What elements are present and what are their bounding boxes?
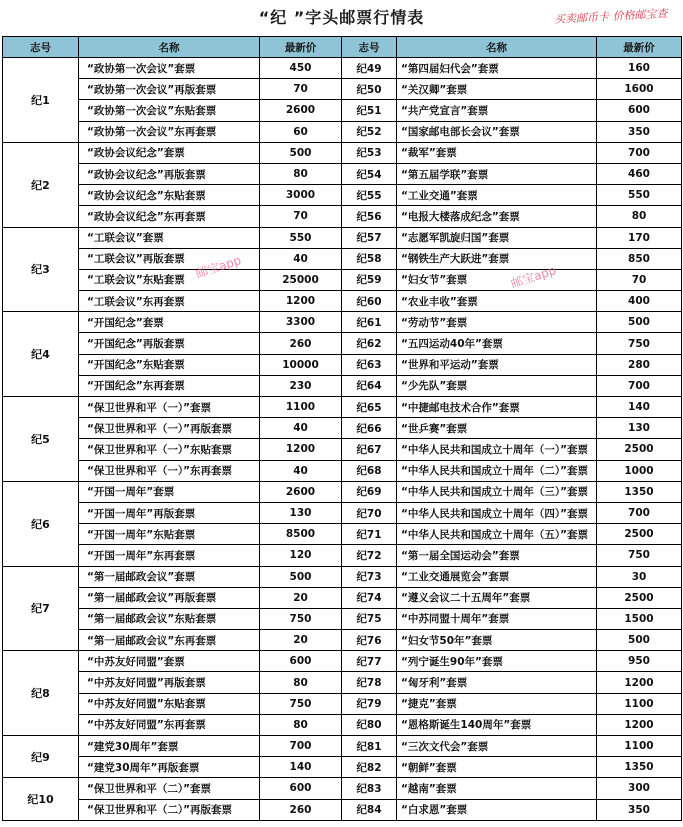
stamp-name: “国家邮电部长会议”套票 <box>397 121 597 142</box>
stamp-price: 600 <box>260 651 342 672</box>
stamp-price: 60 <box>260 121 342 142</box>
table-row <box>3 163 682 184</box>
stamp-price: 950 <box>597 651 682 672</box>
stamp-name: “开国纪念”再版套票 <box>79 333 260 354</box>
stamp-code: 纪75 <box>342 608 397 629</box>
table-row <box>3 206 682 227</box>
stamp-price: 260 <box>260 333 342 354</box>
stamp-price: 700 <box>597 375 682 396</box>
stamp-name: “农业丰收”套票 <box>397 291 597 312</box>
stamp-name: “政协会议纪念”东贴套票 <box>79 185 260 206</box>
table-row <box>3 418 682 439</box>
stamp-code: 纪76 <box>342 630 397 651</box>
table-row <box>3 736 682 757</box>
stamp-name: “保卫世界和平（一）”东贴套票 <box>79 439 260 460</box>
stamp-code: 纪52 <box>342 121 397 142</box>
stamp-price: 550 <box>260 227 342 248</box>
stamp-price: 70 <box>260 206 342 227</box>
stamp-code: 纪74 <box>342 587 397 608</box>
stamp-code: 纪69 <box>342 481 397 502</box>
stamp-price: 500 <box>260 142 342 163</box>
stamp-code: 纪56 <box>342 206 397 227</box>
stamp-name: “世乒赛”套票 <box>397 418 597 439</box>
stamp-name: “工联会议”东贴套票 <box>79 269 260 290</box>
stamp-price: 700 <box>597 502 682 523</box>
stamp-name: “共产党宣言”套票 <box>397 100 597 121</box>
stamp-price: 1350 <box>597 757 682 778</box>
stamp-price: 500 <box>597 312 682 333</box>
promo-stamp: 买卖邮币卡 价格邮宝查 <box>553 7 668 26</box>
stamp-code: 纪72 <box>342 545 397 566</box>
header-group: 志号 <box>3 37 79 58</box>
stamp-code: 纪49 <box>342 58 397 79</box>
stamp-name: “建党30周年”再版套票 <box>79 757 260 778</box>
table-row <box>3 121 682 142</box>
stamp-name: “工业交通展览会”套票 <box>397 566 597 587</box>
stamp-name: “中华人民共和国成立十周年（二）”套票 <box>397 460 597 481</box>
stamp-code: 纪67 <box>342 439 397 460</box>
stamp-name: “中苏友好同盟”再版套票 <box>79 672 260 693</box>
stamp-name: “开国一周年”套票 <box>79 481 260 502</box>
stamp-name: “关汉卿”套票 <box>397 79 597 100</box>
stamp-code: 纪59 <box>342 269 397 290</box>
group-label: 纪5 <box>3 397 79 482</box>
stamp-price: 3300 <box>260 312 342 333</box>
stamp-price: 750 <box>597 333 682 354</box>
stamp-price: 1100 <box>260 397 342 418</box>
stamp-price: 1200 <box>260 439 342 460</box>
table-row <box>3 672 682 693</box>
stamp-name: “工联会议”再版套票 <box>79 248 260 269</box>
stamp-name: “政协第一次会议”东贴套票 <box>79 100 260 121</box>
table-row <box>3 397 682 418</box>
stamp-name: “工联会议”套票 <box>79 227 260 248</box>
stamp-name: “政协会议纪念”东再套票 <box>79 206 260 227</box>
stamp-code: 纪70 <box>342 502 397 523</box>
stamp-name: “中华人民共和国成立十周年（一）”套票 <box>397 439 597 460</box>
table-row <box>3 587 682 608</box>
stamp-name: “第一届邮政会议”套票 <box>79 566 260 587</box>
stamp-name: “政协会议纪念”再版套票 <box>79 163 260 184</box>
stamp-name: “越南”套票 <box>397 778 597 799</box>
stamp-name: “保卫世界和平（一）”东再套票 <box>79 460 260 481</box>
table-row <box>3 269 682 290</box>
stamp-name: “工业交通”套票 <box>397 185 597 206</box>
stamp-price: 450 <box>260 58 342 79</box>
stamp-name: “第四届妇代会”套票 <box>397 58 597 79</box>
stamp-code: 纪57 <box>342 227 397 248</box>
stamp-price: 20 <box>260 630 342 651</box>
stamp-price: 3000 <box>260 185 342 206</box>
group-label: 纪7 <box>3 566 79 651</box>
stamp-price: 550 <box>597 185 682 206</box>
stamp-code: 纪83 <box>342 778 397 799</box>
stamp-code: 纪71 <box>342 524 397 545</box>
stamp-price: 160 <box>597 58 682 79</box>
stamp-name: “第五届学联”套票 <box>397 163 597 184</box>
stamp-price: 120 <box>260 545 342 566</box>
table-row <box>3 460 682 481</box>
stamp-name: “保卫世界和平（二）”套票 <box>79 778 260 799</box>
group-label: 纪1 <box>3 58 79 143</box>
stamp-price: 1200 <box>597 714 682 735</box>
stamp-price: 1100 <box>597 736 682 757</box>
table-row <box>3 333 682 354</box>
stamp-code: 纪82 <box>342 757 397 778</box>
table-header-row <box>3 37 682 58</box>
table-row <box>3 693 682 714</box>
stamp-price: 350 <box>597 121 682 142</box>
table-row <box>3 354 682 375</box>
stamp-price: 2600 <box>260 481 342 502</box>
table-row <box>3 100 682 121</box>
header-code: 志号 <box>342 37 397 58</box>
watermark: 邮宝app <box>194 253 243 281</box>
table-row <box>3 439 682 460</box>
table-row <box>3 799 682 820</box>
stamp-name: “第一届邮政会议”东再套票 <box>79 630 260 651</box>
stamp-name: “政协第一次会议”套票 <box>79 58 260 79</box>
group-label: 纪2 <box>3 142 79 227</box>
stamp-name: “工联会议”东再套票 <box>79 291 260 312</box>
stamp-price: 1500 <box>597 608 682 629</box>
watermark: 邮宝app <box>509 263 558 291</box>
stamp-name: “中华人民共和国成立十周年（三）”套票 <box>397 481 597 502</box>
stamp-price: 25000 <box>260 269 342 290</box>
stamp-price: 140 <box>597 397 682 418</box>
stamp-price: 40 <box>260 248 342 269</box>
stamp-price: 280 <box>597 354 682 375</box>
stamp-price: 2500 <box>597 524 682 545</box>
stamp-code: 纪66 <box>342 418 397 439</box>
stamp-code: 纪55 <box>342 185 397 206</box>
stamp-name: “第一届邮政会议”再版套票 <box>79 587 260 608</box>
stamp-name: “中苏同盟十周年”套票 <box>397 608 597 629</box>
stamp-name: “开国一周年”再版套票 <box>79 502 260 523</box>
stamp-name: “劳动节”套票 <box>397 312 597 333</box>
stamp-name: “妇女节50年”套票 <box>397 630 597 651</box>
stamp-price: 350 <box>597 799 682 820</box>
stamp-code: 纪65 <box>342 397 397 418</box>
stamp-code: 纪79 <box>342 693 397 714</box>
stamp-code: 纪60 <box>342 291 397 312</box>
stamp-price: 30 <box>597 566 682 587</box>
stamp-name: “开国一周年”东再套票 <box>79 545 260 566</box>
stamp-price: 400 <box>597 291 682 312</box>
stamp-price: 750 <box>260 693 342 714</box>
stamp-name: “第一届邮政会议”东贴套票 <box>79 608 260 629</box>
table-row <box>3 566 682 587</box>
stamp-price: 1600 <box>597 79 682 100</box>
stamp-name: “政协第一次会议”再版套票 <box>79 79 260 100</box>
table-row <box>3 502 682 523</box>
stamp-price: 130 <box>260 502 342 523</box>
price-table <box>2 36 682 821</box>
stamp-price: 2500 <box>597 587 682 608</box>
stamp-price: 1200 <box>260 291 342 312</box>
stamp-name: “开国纪念”套票 <box>79 312 260 333</box>
stamp-code: 纪68 <box>342 460 397 481</box>
stamp-price: 500 <box>260 566 342 587</box>
table-row <box>3 630 682 651</box>
table-row <box>3 79 682 100</box>
stamp-name: “中捷邮电技术合作”套票 <box>397 397 597 418</box>
stamp-name: “三次文代会”套票 <box>397 736 597 757</box>
stamp-name: “保卫世界和平（一）”套票 <box>79 397 260 418</box>
stamp-name: “妇女节”套票 <box>397 269 597 290</box>
stamp-name: “遵义会议二十五周年”套票 <box>397 587 597 608</box>
stamp-code: 纪84 <box>342 799 397 820</box>
stamp-name: “钢铁生产大跃进”套票 <box>397 248 597 269</box>
stamp-price: 130 <box>597 418 682 439</box>
table-row <box>3 481 682 502</box>
header-name-2: 名称 <box>397 37 597 58</box>
stamp-code: 纪81 <box>342 736 397 757</box>
stamp-price: 1200 <box>597 672 682 693</box>
stamp-name: “建党30周年”套票 <box>79 736 260 757</box>
stamp-name: “匈牙利”套票 <box>397 672 597 693</box>
stamp-name: “朝鲜”套票 <box>397 757 597 778</box>
group-label: 纪9 <box>3 736 79 778</box>
stamp-price: 8500 <box>260 524 342 545</box>
table-body <box>3 58 682 821</box>
table-row <box>3 58 682 79</box>
stamp-price: 700 <box>597 142 682 163</box>
stamp-name: “捷克”套票 <box>397 693 597 714</box>
stamp-name: “第一届全国运动会”套票 <box>397 545 597 566</box>
stamp-price: 600 <box>260 778 342 799</box>
stamp-name: “世界和平运动”套票 <box>397 354 597 375</box>
stamp-price: 80 <box>597 206 682 227</box>
stamp-name: “中苏友好同盟”东再套票 <box>79 714 260 735</box>
stamp-price: 750 <box>597 545 682 566</box>
stamp-code: 纪51 <box>342 100 397 121</box>
stamp-price: 1350 <box>597 481 682 502</box>
stamp-name: “五四运动40年”套票 <box>397 333 597 354</box>
table-row <box>3 524 682 545</box>
stamp-code: 纪63 <box>342 354 397 375</box>
stamp-price: 10000 <box>260 354 342 375</box>
stamp-code: 纪78 <box>342 672 397 693</box>
stamp-price: 850 <box>597 248 682 269</box>
table-row <box>3 375 682 396</box>
stamp-price: 230 <box>260 375 342 396</box>
stamp-name: “中苏友好同盟”东贴套票 <box>79 693 260 714</box>
table-row <box>3 757 682 778</box>
stamp-name: “裁军”套票 <box>397 142 597 163</box>
table-row <box>3 312 682 333</box>
stamp-price: 170 <box>597 227 682 248</box>
table-row <box>3 291 682 312</box>
stamp-name: “中华人民共和国成立十周年（四）”套票 <box>397 502 597 523</box>
stamp-price: 80 <box>260 672 342 693</box>
table-row <box>3 714 682 735</box>
table-row <box>3 227 682 248</box>
stamp-price: 700 <box>260 736 342 757</box>
stamp-code: 纪50 <box>342 79 397 100</box>
stamp-price: 140 <box>260 757 342 778</box>
group-label: 纪10 <box>3 778 79 820</box>
table-row <box>3 608 682 629</box>
stamp-price: 80 <box>260 714 342 735</box>
stamp-name: “恩格斯诞生140周年”套票 <box>397 714 597 735</box>
stamp-price: 500 <box>597 630 682 651</box>
stamp-price: 600 <box>597 100 682 121</box>
stamp-name: “保卫世界和平（二）”再版套票 <box>79 799 260 820</box>
stamp-price: 80 <box>260 163 342 184</box>
stamp-price: 2600 <box>260 100 342 121</box>
stamp-name: “中苏友好同盟”套票 <box>79 651 260 672</box>
group-label: 纪3 <box>3 227 79 312</box>
table-row <box>3 651 682 672</box>
stamp-name: “保卫世界和平（一）”再版套票 <box>79 418 260 439</box>
stamp-price: 20 <box>260 587 342 608</box>
stamp-price: 40 <box>260 460 342 481</box>
stamp-price: 1000 <box>597 460 682 481</box>
stamp-name: “中华人民共和国成立十周年（五）”套票 <box>397 524 597 545</box>
stamp-code: 纪58 <box>342 248 397 269</box>
stamp-name: “政协会议纪念”套票 <box>79 142 260 163</box>
stamp-code: 纪54 <box>342 163 397 184</box>
stamp-name: “少先队”套票 <box>397 375 597 396</box>
stamp-code: 纪53 <box>342 142 397 163</box>
stamp-price: 70 <box>260 79 342 100</box>
header-name: 名称 <box>79 37 260 58</box>
stamp-name: “白求恩”套票 <box>397 799 597 820</box>
stamp-code: 纪73 <box>342 566 397 587</box>
stamp-price: 460 <box>597 163 682 184</box>
stamp-price: 1100 <box>597 693 682 714</box>
stamp-price: 40 <box>260 418 342 439</box>
group-label: 纪8 <box>3 651 79 736</box>
stamp-name: “电报大楼落成纪念”套票 <box>397 206 597 227</box>
stamp-price: 70 <box>597 269 682 290</box>
table-row <box>3 545 682 566</box>
stamp-code: 纪77 <box>342 651 397 672</box>
header-price-2: 最新价 <box>597 37 682 58</box>
stamp-code: 纪64 <box>342 375 397 396</box>
group-label: 纪4 <box>3 312 79 397</box>
table-row <box>3 248 682 269</box>
stamp-name: “列宁诞生90年”套票 <box>397 651 597 672</box>
stamp-name: “政协第一次会议”东再套票 <box>79 121 260 142</box>
stamp-name: “开国纪念”东贴套票 <box>79 354 260 375</box>
stamp-code: 纪62 <box>342 333 397 354</box>
table-row <box>3 185 682 206</box>
stamp-name: “志愿军凯旋归国”套票 <box>397 227 597 248</box>
stamp-price: 260 <box>260 799 342 820</box>
stamp-price: 750 <box>260 608 342 629</box>
stamp-code: 纪80 <box>342 714 397 735</box>
stamp-price: 300 <box>597 778 682 799</box>
stamp-price: 2500 <box>597 439 682 460</box>
table-row <box>3 778 682 799</box>
group-label: 纪6 <box>3 481 79 566</box>
table-row <box>3 142 682 163</box>
stamp-name: “开国一周年”东贴套票 <box>79 524 260 545</box>
header-price: 最新价 <box>260 37 342 58</box>
stamp-name: “开国纪念”东再套票 <box>79 375 260 396</box>
stamp-code: 纪61 <box>342 312 397 333</box>
page-title: “纪 ”字头邮票行情表 <box>258 8 425 27</box>
